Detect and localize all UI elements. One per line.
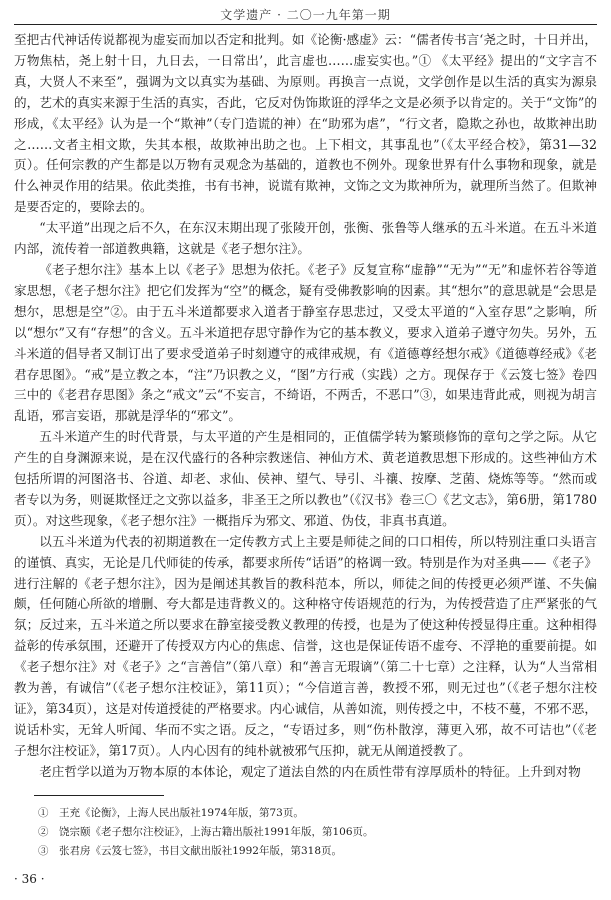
footnote: ③ 张君房《云笈七签》，书目文献出版社1992年版，第318页。 xyxy=(38,845,343,857)
footnote: ① 王充《论衡》，上海人民出版社1974年版，第73页。 xyxy=(38,807,304,819)
paragraph: 至把古代神话传说都视为虚妄而加以否定和批判。如《论衡·感虚》云：“儒者传书言‘尧之时，十日并出，万物焦枯，尧上射十日，九日去，一日常出’，此言虚也……虚妄实也。”① 《太平经》提出的“文字言不真，大贤人不来至”，强调为文以真实为基础、为原则。再换言一点说，文学创作是以生活的真实为源泉的，艺术的真实来源于生活的真实，否此，它反对伪饰欺诳的浮华之文是必须予以肯定的。关于“文饰”的形成，《太平经》认为是一个“欺神”（专门造谎的神）在“助邪为虐”，“行文者，隐欺之孙也，故欺神出助之……文者主相文欺，失其本根，故欺神出助之也。上下相文，其事乱也”（《太平经合校》，第31—32页）。任何宗教的产生都是以万物有灵观念为基础的，道教也不例外。现象世界有什么事物和现象，就是什么神灵作用的结果。依此类推，书有书神，说谎有欺神，文饰之文为欺神所为，就理所当然了。但欺神是要否定的，要除去的。 xyxy=(14,32,597,215)
footnote: ② 饶宗颐《老子想尔注校证》，上海古籍出版社1991年版，第106页。 xyxy=(38,826,374,838)
body-text xyxy=(14,30,597,783)
header-rule xyxy=(14,24,597,25)
paragraph: “太平道”出现之后不久，在东汉末期出现了张陵开创，张衡、张鲁等人继承的五斗米道。在五斗米道内部，流传着一部道教典籍，这就是《老子想尔注》。 xyxy=(14,220,597,257)
running-head: 文学遗产 · 二〇一九年第一期 xyxy=(220,8,391,22)
footnotes xyxy=(38,804,578,861)
paragraph: 以五斗米道为代表的初期道教在一定传教方式上主要是师徒之间的口口相传，所以特别注重口头语言的谨慎、真实，无论是几代师徒的传承，都要求所传“话语”的格调一致。特别是作为对圣典——《老子》进行注解的《老子想尔注》，因为是阐述其教旨的教科范本，所以，师徒之间的传授更必须严谨、不失偏颇，任何随心所欲的增删、夸大都是违背教义的。这种格守传语规范的行为，为传授营造了庄严紧张的气氛；反过来，五斗米道之所以要求在静室接受教义教理的传授，也是为了使这种传授显得庄重。这种相得益彰的传承氛围，还避开了传授双方内心的焦虑、信誉，这也是保证传语不虚夸、不浮艳的重要前提。如《老子想尔注》对《老子》之“言善信”（第八章）和“善言无瑕谪”（第二十七章）之注释，认为“人当常相教为善，有诚信”（《老子想尔注校证》，第11页）；“今信道言善，教授不邪，则无过也”（《老子想尔注校证》，第34页），这是对传道授徒的严格要求。内心诚信，从善如流，则传授之中，不枝不蔓，不邪不恶，说话朴实，无耸人听闻、华而不实之语。反之，“专语过多，则“伤朴散淳，薄更入邪，故不可诘也”（《老子想尔注校证》，第17页）。人内心因有的纯朴就被邪气压抑，就无从阐道授教了。 xyxy=(14,533,597,758)
paragraph: 五斗米道产生的时代背景，与太平道的产生是相同的，正值儒学转为繁琐修饰的章句之学之际。从它产生的自身渊源来说，是在汉代盛行的各种宗教迷信、神仙方术、黄老道教思想下形成的。这些神仙方术包括所谓的河图洛书、谷道、却老、求仙、侯神、望气、导引、斗禳、按摩、芝菌、烧炼等等。“然而或者专以为务，则诞欺怪迂之文弥以益多，非圣王之所以教也”（《汉书》卷三〇《艺文志》，第6册，第1780页）。对这些现象，《老子想尔注》一概指斥为邪文、邪道、伪伎，非真书真道。 xyxy=(14,429,597,528)
footnote-rule xyxy=(34,795,164,796)
paragraph: 老庄哲学以道为万物本原的本体论，观定了道法自然的内在质性带有淳厚质朴的特征。上升到对物 xyxy=(39,763,581,779)
page-number: · 36 · xyxy=(14,872,45,886)
paragraph: 《老子想尔注》基本上以《老子》思想为依托。《老子》反复宣称“虚静”“无为”“无”和虚怀若谷等道家思想，《老子想尔注》把它们发挥为“空”的概念，疑有受佛教影响的因素。其“想尔”的意思就是“会思是想尔，思想是空”②。由于五斗米道都要求入道者于静室存思悲过，又受太平道的“入室存思”之影响，所以“想尔”又有“存想”的含义。五斗米道把存思守静作为它的基本教义，要求入道弟子遵守勿失。另外，五斗米道的倡导者又制订出了要求受道弟子时刻遵守的戒律戒规，有《道德尊经想尔戒》《道德尊经戒》《老君存思图》。“戒”是立教之本，“注”乃识教之义，“图”方行戒（实践）之方。现保存于《云笈七签》卷四三中的《老君存思图》条之“戒文”云“不妄言，不绮语，不两舌，不恶口”③，如果违背此戒，则视为胡言乱语，邪言妄语，那就是浮华的“邪文”。 xyxy=(14,261,597,424)
